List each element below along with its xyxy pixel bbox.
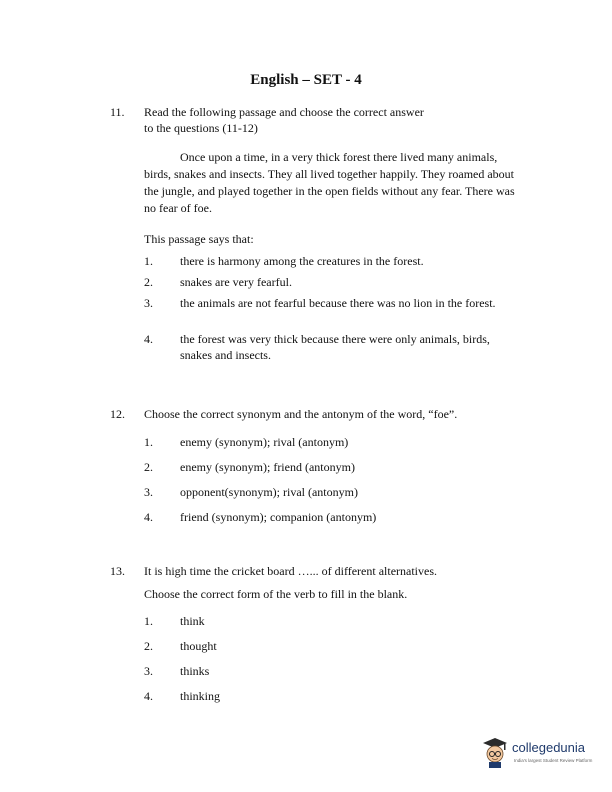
page-title: English – SET - 4 (250, 72, 362, 88)
q13-option-4-number: 4. (144, 689, 153, 703)
q12-option-1-number: 1. (144, 435, 153, 449)
q11-option-2-number: 2. (144, 275, 153, 289)
q13-option-2-number: 2. (144, 639, 153, 653)
q12-option-3-number: 3. (144, 485, 153, 499)
question-13-number: 13. (110, 564, 125, 578)
passage-text: Once upon a time, in a very thick forest there lived many animals, birds, snakes and insects. They all lived together happily. They roamed about the jungle, and played together in the open fields without any fear. There was no fear of foe. (144, 150, 515, 215)
q11-option-3-text: the animals are not fearful because there was no lion in the forest. (180, 296, 496, 310)
q13-option-1-text: think (180, 614, 205, 628)
q11-option-3-number: 3. (144, 296, 153, 310)
q13-option-4-text: thinking (180, 689, 221, 703)
q13-option-2-text: thought (180, 639, 217, 653)
q11-option-4-text: the forest was very thick because there were only animals, birds, snakes and insects. (180, 332, 490, 362)
q12-option-4-text: friend (synonym); companion (antonym) (180, 510, 377, 524)
q13-option-3-number: 3. (144, 664, 153, 678)
q12-option-2-number: 2. (144, 460, 153, 474)
question-11-number: 11. (110, 105, 125, 119)
question-11-prompt: This passage says that: (144, 232, 254, 246)
q11-option-2-text: snakes are very fearful. (180, 275, 292, 289)
q13-option-1-number: 1. (144, 614, 153, 628)
reading-passage (144, 149, 516, 217)
q12-option-2-text: enemy (synonym); friend (antonym) (180, 460, 355, 474)
q11-option-4-number: 4. (144, 332, 153, 346)
question-13-text: It is high time the cricket board …... of different alternatives. (144, 564, 438, 578)
q11-option-1-number: 1. (144, 254, 153, 268)
question-11-text-line1: Read the following passage and choose the correct answer (144, 105, 424, 119)
q12-option-1-text: enemy (synonym); rival (antonym) (180, 435, 349, 449)
question-12-text: Choose the correct synonym and the antonym of the word, “foe”. (144, 407, 458, 421)
q11-option-1-text: there is harmony among the creatures in the forest. (180, 254, 424, 268)
graduate-mascot-icon (480, 736, 510, 768)
q12-option-4-number: 4. (144, 510, 153, 524)
logo-wordmark: collegedunia (512, 740, 586, 755)
collegedunia-logo (480, 736, 600, 772)
logo-tagline: India's largest Student Review Platform (514, 758, 593, 763)
q12-option-3-text: opponent(synonym); rival (antonym) (180, 485, 358, 499)
question-11-text-line2: to the questions (11-12) (144, 121, 258, 135)
q13-option-3-text: thinks (180, 664, 210, 678)
question-13-instruction: Choose the correct form of the verb to fill in the blank. (144, 587, 408, 601)
question-12-number: 12. (110, 407, 125, 421)
